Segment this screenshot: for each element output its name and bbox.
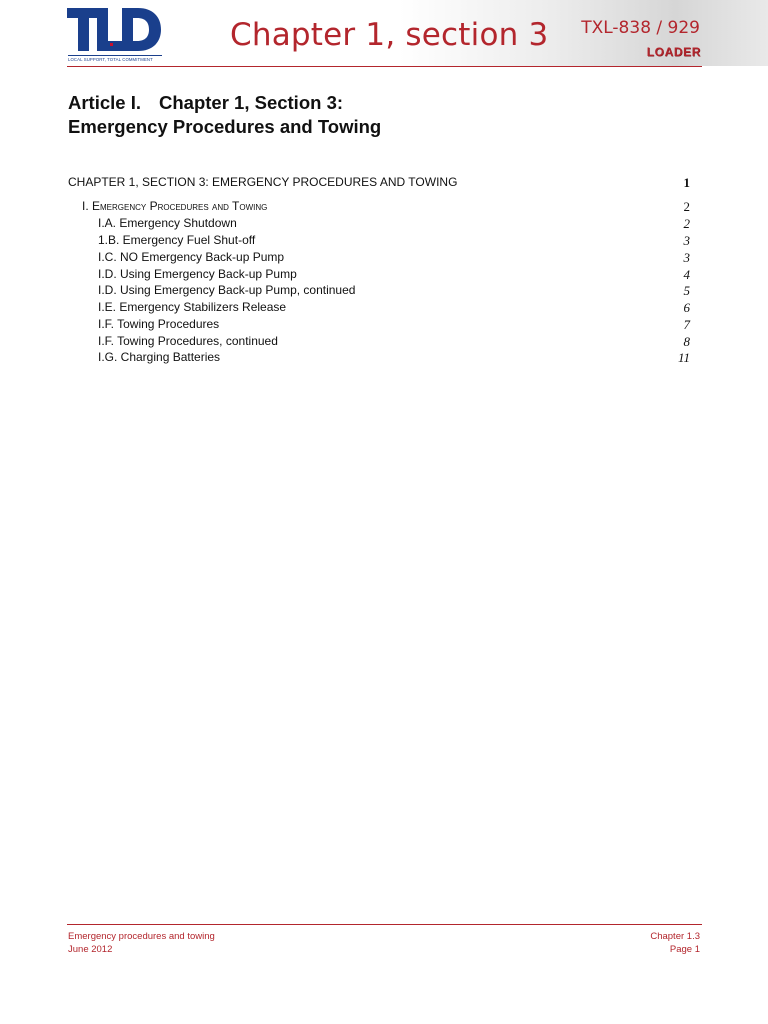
toc-entry-text: CHAPTER 1, SECTION 3: EMERGENCY PROCEDURES AND TOWING xyxy=(68,175,458,189)
toc-entry-page: 7 xyxy=(683,317,690,332)
toc-entry-page: 2 xyxy=(683,199,690,214)
toc-entry-section[interactable] xyxy=(68,266,690,283)
toc-entry-text: I.C. NO Emergency Back-up Pump xyxy=(98,250,285,264)
article-label: Article I. xyxy=(68,92,141,113)
product-label: LOADER xyxy=(646,45,701,59)
toc-entry-section[interactable] xyxy=(68,316,690,333)
footer-divider xyxy=(67,924,702,925)
article-heading xyxy=(68,91,708,139)
footer-chapter: Chapter 1.3 xyxy=(650,931,700,942)
article-title-line-1: Chapter 1, Section 3: xyxy=(159,92,344,113)
toc-entry-text: I.E. Emergency Stabilizers Release xyxy=(98,300,287,314)
toc-entry-page: 5 xyxy=(683,283,690,298)
toc-entry-page: 3 xyxy=(683,233,690,248)
toc-entry-section[interactable] xyxy=(68,333,690,350)
toc-entry-page: 8 xyxy=(683,334,690,349)
toc-entry-text: I.F. Towing Procedures xyxy=(98,317,220,331)
footer-page-number: Page 1 xyxy=(669,944,700,955)
toc-entry-page: 11 xyxy=(677,350,690,365)
toc-entry-page: 1 xyxy=(683,175,690,190)
article-title-line-2: Emergency Procedures and Towing xyxy=(68,116,382,137)
toc-entry-section[interactable] xyxy=(68,249,690,266)
article-heading-line-1 xyxy=(68,91,708,115)
toc-entry-page: 2 xyxy=(683,216,690,231)
model-number: TXL-838 / 929 xyxy=(581,18,700,38)
page-header xyxy=(0,0,768,66)
toc-entry-section[interactable] xyxy=(68,232,690,249)
toc-entry-page: 6 xyxy=(683,300,690,315)
header-divider xyxy=(67,66,702,67)
toc-entry-text: I.A. Emergency Shutdown xyxy=(98,216,237,230)
chapter-title: Chapter 1, section 3 xyxy=(230,17,549,53)
tld-logo xyxy=(67,6,162,62)
toc-entry-text: 1.B. Emergency Fuel Shut-off xyxy=(98,233,256,247)
toc-entry-section[interactable] xyxy=(68,282,690,299)
toc-entry-article[interactable] xyxy=(68,198,690,215)
footer-document-title: Emergency procedures and towing xyxy=(68,931,215,942)
toc-entry-page: 3 xyxy=(683,250,690,265)
toc-entry-text: I.D. Using Emergency Back-up Pump xyxy=(98,267,297,281)
toc-entry-section[interactable] xyxy=(68,349,690,366)
toc-entry-text: I.F. Towing Procedures, continued xyxy=(98,334,278,348)
toc-entry-text: I.G. Charging Batteries xyxy=(98,350,221,364)
footer-left xyxy=(68,930,215,956)
logo-tagline: LOCAL SUPPORT, TOTAL COMMITMENT xyxy=(68,55,162,62)
tld-logo-icon xyxy=(67,6,162,54)
toc-entry-chapter[interactable] xyxy=(68,174,690,191)
toc-entry-section[interactable] xyxy=(68,215,690,232)
footer-right xyxy=(650,930,700,956)
footer-date: June 2012 xyxy=(68,944,113,955)
toc-entry-section[interactable] xyxy=(68,299,690,316)
toc-entry-page: 4 xyxy=(683,267,690,282)
toc-entry-text: I. Emergency Procedures and Towing xyxy=(82,199,268,213)
toc-entry-text: I.D. Using Emergency Back-up Pump, continued xyxy=(98,283,356,297)
